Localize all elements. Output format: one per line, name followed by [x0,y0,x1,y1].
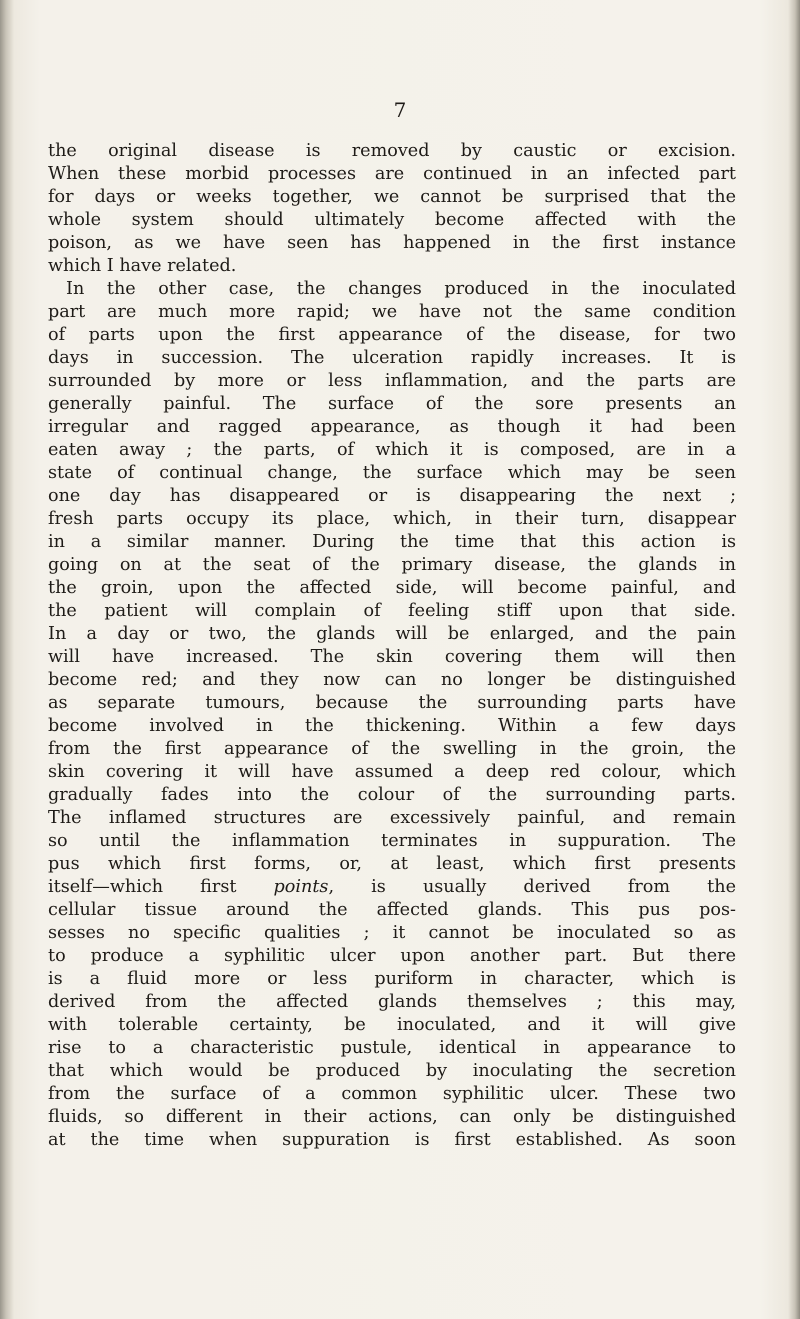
text-line: gradually fades into the colour of the surrounding parts. [48,785,736,805]
text-line: derived from the affected glands themselves ; this may, [48,992,736,1012]
text-line: will have increased. The skin covering them will then [48,647,736,667]
text-line: become involved in the thickening. Within a few days [48,716,736,736]
text-line: fresh parts occupy its place, which, in their turn, disappear [48,509,736,529]
text-line: irregular and ragged appearance, as though it had been [48,417,736,437]
text-line: in a similar manner. During the time that this action is [48,532,736,552]
text-line: In the other case, the changes produced in the inoculated [66,279,736,299]
text-line: pus which first forms, or, at least, which first presents [48,854,736,874]
text-line: at the time when suppuration is first established. As soon [48,1130,736,1150]
text-line: to produce a syphilitic ulcer upon another part. But there [48,946,736,966]
text-line: eaten away ; the parts, of which it is composed, are in a [48,440,736,460]
text-line: poison, as we have seen has happened in the first instance [48,233,736,253]
text-line: generally painful. The surface of the sore presents an [48,394,736,414]
text-line: fluids, so different in their actions, can only be distinguished [48,1107,736,1127]
text-line: skin covering it will have assumed a deep red colour, which [48,762,736,782]
text-line: state of continual change, the surface which may be seen [48,463,736,483]
text-line: of parts upon the first appearance of the disease, for two [48,325,736,345]
text-line [48,876,736,899]
text-line: with tolerable certainty, be inoculated, and it will give [48,1015,736,1035]
text-line: whole system should ultimately become affected with the [48,210,736,230]
text-line: from the surface of a common syphilitic ulcer. These two [48,1084,736,1104]
text-line: become red; and they now can no longer be distinguished [48,670,736,690]
text-line: one day has disappeared or is disappearing the next ; [48,486,736,506]
text-line: the original disease is removed by caustic or excision. [48,141,736,161]
text-line: The inflamed structures are excessively painful, and remain [48,808,736,828]
text-line: from the first appearance of the swelling in the groin, the [48,739,736,759]
page-number: 7 [393,98,407,122]
text-line: which I have related. [48,256,237,276]
text-line: part are much more rapid; we have not the same condition [48,302,736,322]
text-line: days in succession. The ulceration rapidly increases. It is [48,348,736,368]
italic-word: points [273,877,329,897]
text-line: for days or weeks together, we cannot be surprised that the [48,187,736,207]
text-line: so until the inflammation terminates in suppuration. The [48,831,736,851]
text-line: the patient will complain of feeling stiff upon that side. [48,601,736,621]
text-line: rise to a characteristic pustule, identical in appearance to [48,1038,736,1058]
text-line: as separate tumours, because the surrounding parts have [48,693,736,713]
text-line: that which would be produced by inoculating the secretion [48,1061,736,1081]
text-line-part: , is usually derived from the [328,877,736,897]
text-line: sesses no specific qualities ; it cannot be inoculated so as [48,923,736,943]
text-line: is a fluid more or less puriform in character, which is [48,969,736,989]
body-text [48,140,736,1152]
page-gutter-right [788,0,800,1319]
text-line: cellular tissue around the affected glands. This pus pos- [48,900,736,920]
text-line: the groin, upon the affected side, will become painful, and [48,578,736,598]
text-line: When these morbid processes are continued in an infected part [48,164,736,184]
text-line-part: itself—which first [48,877,274,897]
text-line: going on at the seat of the primary disease, the glands in [48,555,736,575]
page-gutter-left [0,0,14,1319]
text-line: In a day or two, the glands will be enlarged, and the pain [48,624,736,644]
text-line: surrounded by more or less inflammation, and the parts are [48,371,736,391]
